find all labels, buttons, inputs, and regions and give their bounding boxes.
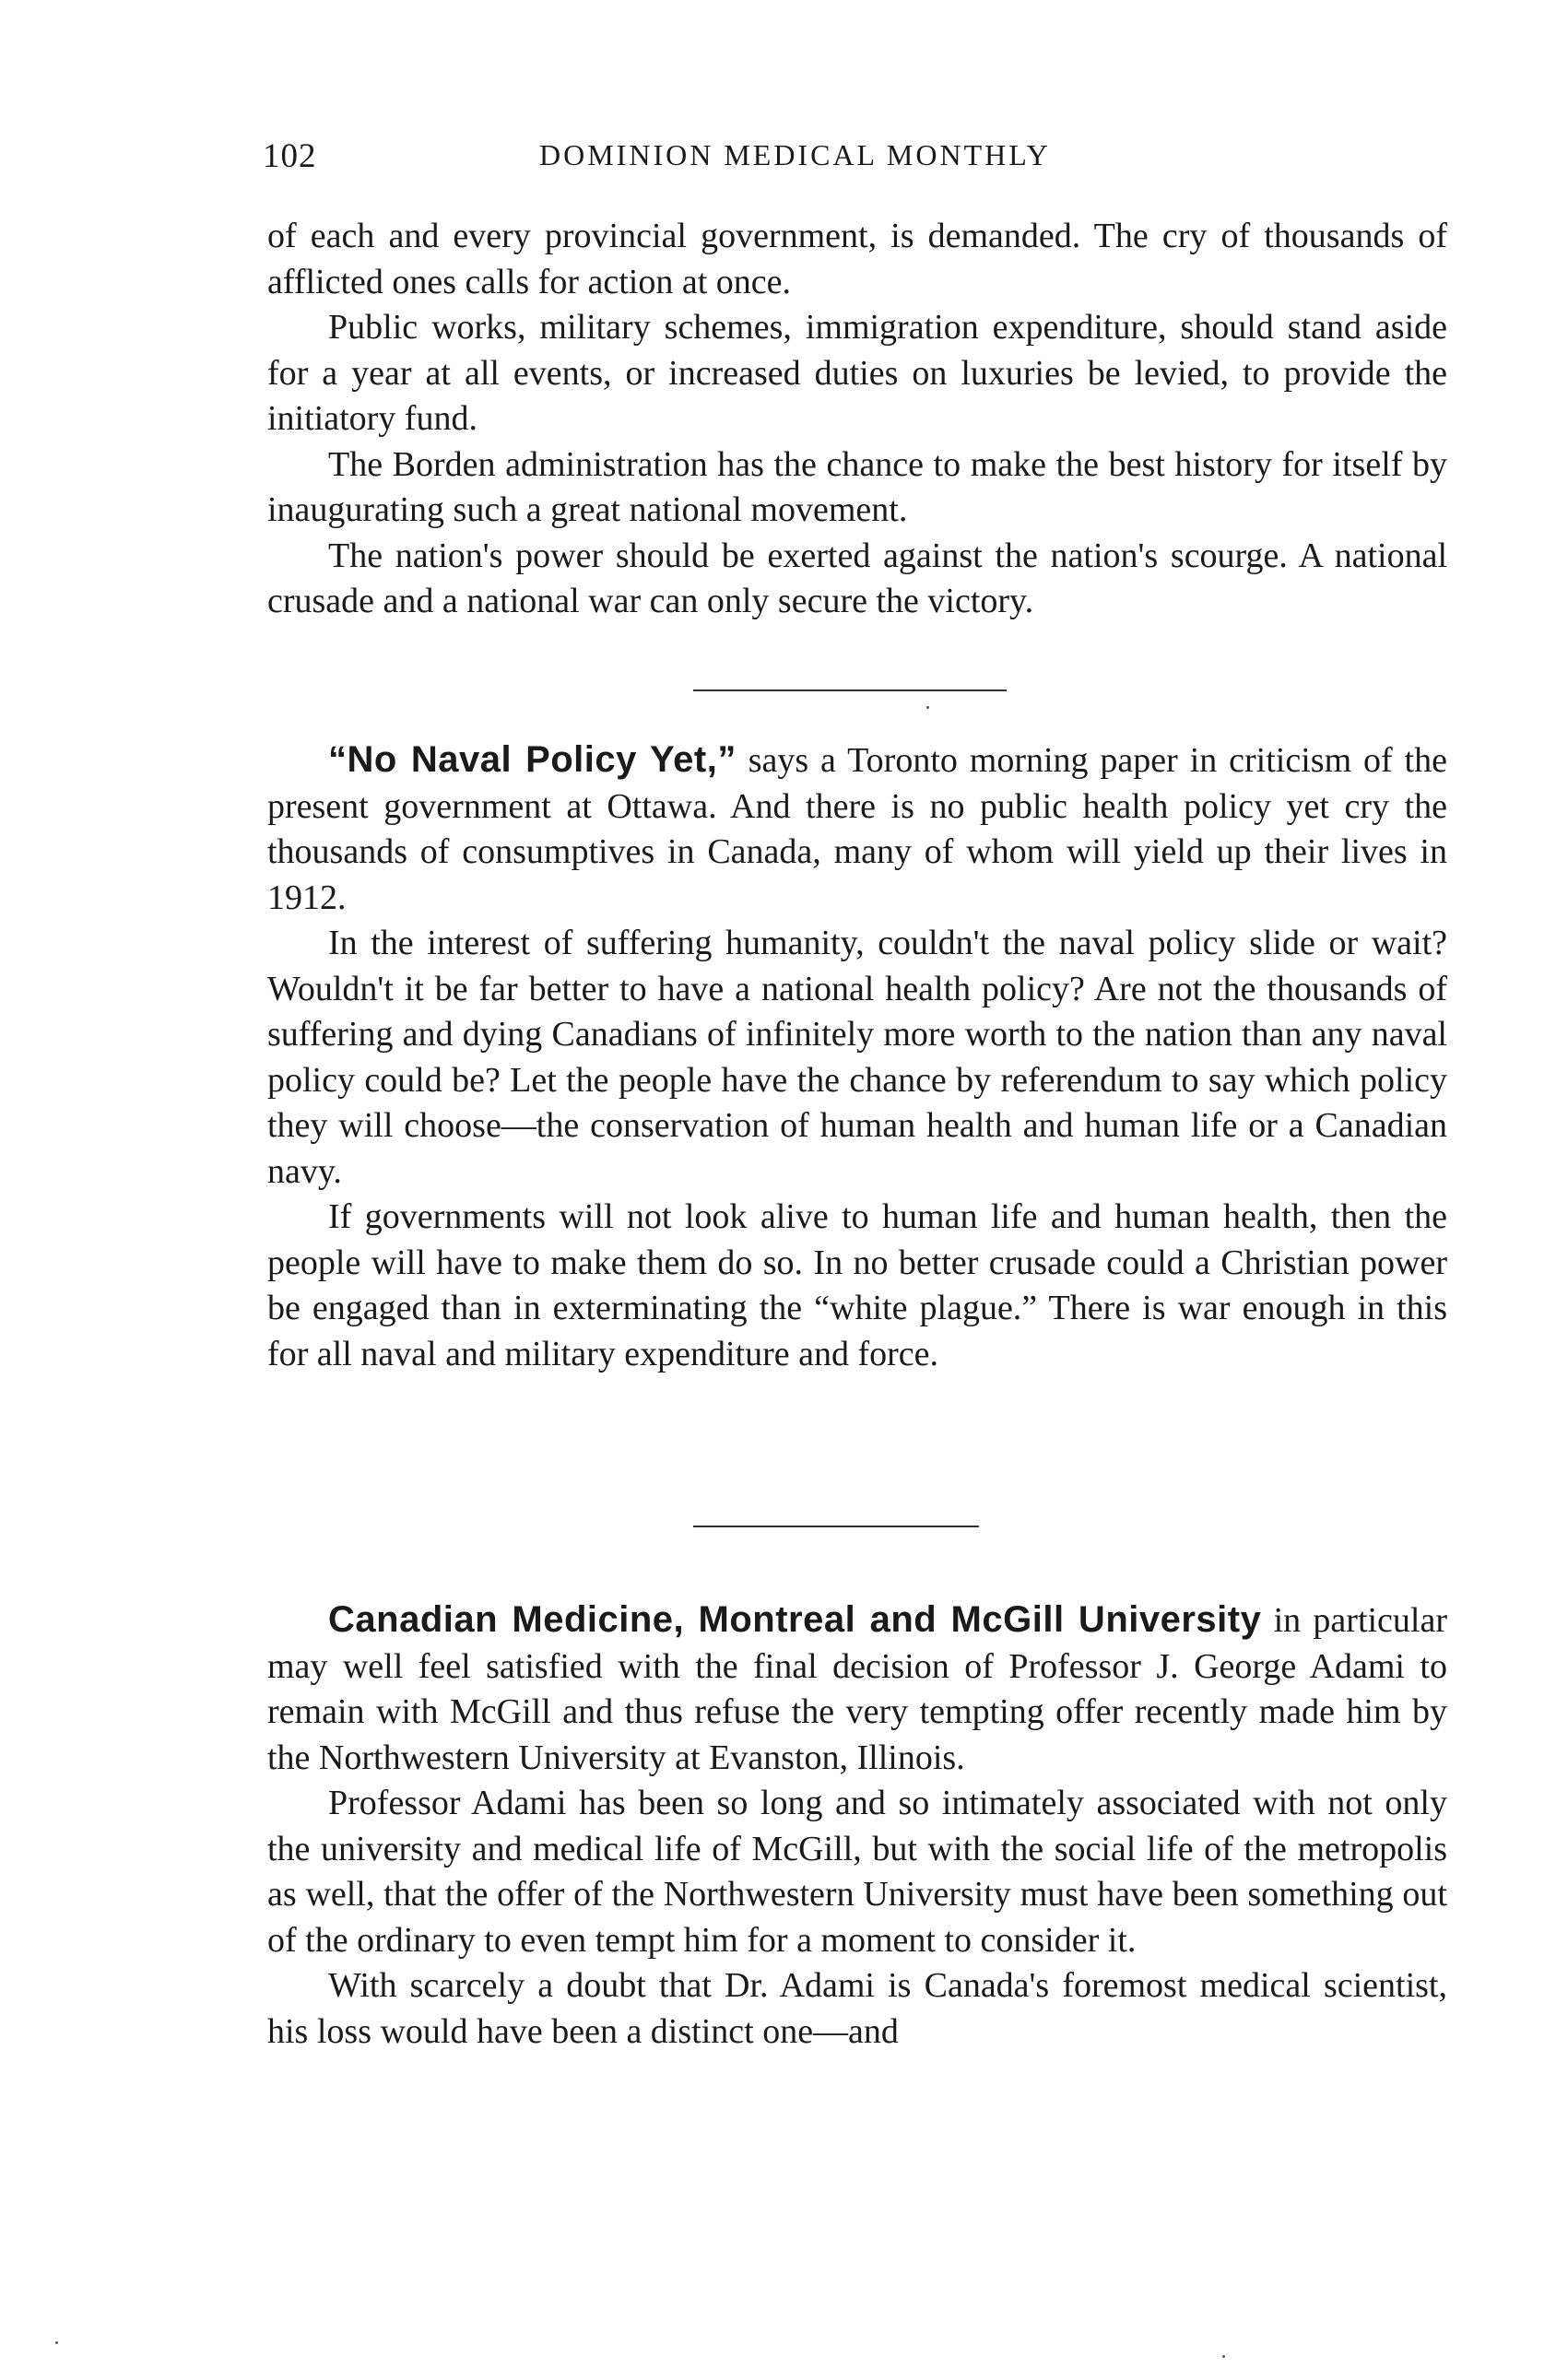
section-lead-heading: “No Naval Policy Yet,” [328, 739, 737, 780]
page-number: 102 [263, 137, 317, 175]
paragraph-text: says a Toronto morning paper in criticism of the present government at Ottawa. And there is no public health policy yet cry the thousands of consumptives in Canada, many of whom will yield up their lives in 1912. [267, 741, 1447, 917]
paragraph [267, 1597, 1447, 1781]
page-header [263, 136, 1194, 183]
print-speck [1222, 2355, 1225, 2358]
section-adami-mcgill [267, 1597, 1447, 2055]
paragraph: With scarcely a doubt that Dr. Adami is Canada's foremost medical scientist, his loss would have been a distinct one—and [267, 1966, 1447, 2051]
section-naval-policy [267, 737, 1447, 1377]
paragraph [267, 737, 1447, 921]
paragraph: In the interest of suffering humanity, couldn't the naval policy slide or wait? Wouldn't it be far better to have a national health policy? Are not the thousands of suffering and dying Canadians of infinitely more worth to the nation than any naval policy could be? Let the people have the chance by referendum to say which policy they will choose—the conservation of human health and human life or a Canadian navy. [267, 924, 1447, 1191]
section-lead-heading: Canadian Medicine, Montreal and McGill University [328, 1599, 1262, 1640]
section-divider [693, 1526, 979, 1527]
paragraph: Public works, military schemes, immigration expenditure, should stand aside for a year at all events, or increased duties on luxuries be levied, to provide the initiatory fund. [267, 308, 1447, 438]
running-title: DOMINION MEDICAL MONTHLY [539, 138, 1051, 171]
paragraph-text: in particular may well feel satisfied with the final decision of Professor J. George Adami to remain with McGill and thus refuse the very tempting offer recently made him by the Northwestern University at Evanston, Illinois. [267, 1601, 1447, 1777]
section-divider [693, 689, 1007, 691]
paragraph: of each and every provincial government, is demanded. The cry of thousands of afflicted ones calls for action at once. [267, 217, 1447, 301]
paragraph: If governments will not look alive to human life and human health, then the people will have to make them do so. In no better crusade could a Christian power be engaged than in exterminating the “white plague.” There is war enough in this for all naval and military expenditure and force. [267, 1197, 1447, 1373]
paragraph: Professor Adami has been so long and so intimately associated with not only the university and medical life of McGill, but with the social life of the metropolis as well, that the offer of the Northwestern University must have been something out of the ordinary to even tempt him for a moment to consider it. [267, 1784, 1447, 1960]
paragraph: The Borden administration has the chance to make the best history for itself by inaugurating such a great national movement. [267, 444, 1447, 529]
print-speck [55, 2341, 58, 2344]
print-speck [926, 706, 929, 709]
section-public-health-fund [267, 214, 1447, 625]
paragraph: The nation's power should be exerted against the nation's scourge. A national crusade and a national war can only secure the victory. [267, 536, 1447, 620]
